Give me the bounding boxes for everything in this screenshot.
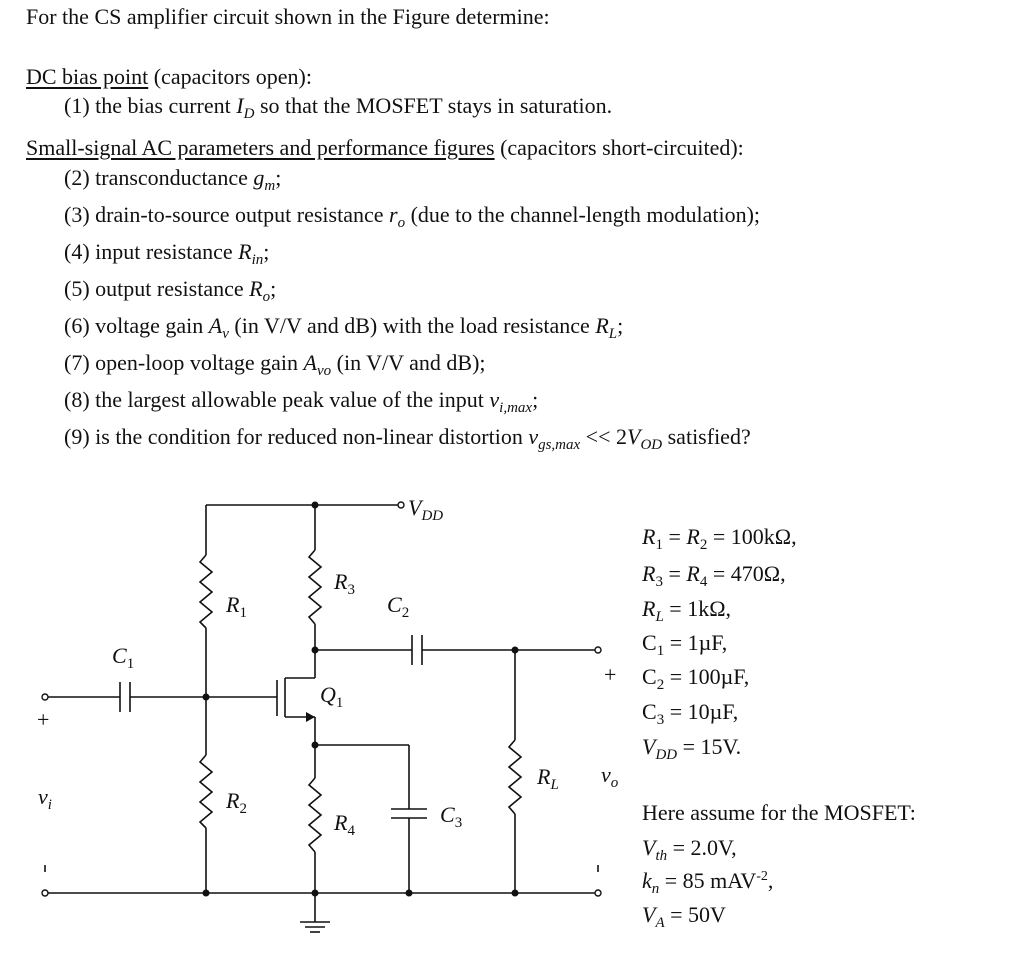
q1-text-end: so that the MOSFET stays in saturation.: [254, 93, 613, 118]
param-c1: $C_1 = 1\mu F$,: [642, 630, 728, 659]
q5-text: (5) output resistance: [64, 276, 250, 301]
q1-text: (1) the bias current: [64, 93, 237, 118]
ac-heading: Small-signal AC parameters and performance figures: [26, 135, 495, 160]
q9-subscript-2: OD: [640, 437, 663, 453]
q8-text: (8) the largest allowable peak value of the input: [64, 387, 490, 412]
junction-dot: [312, 647, 319, 654]
q5-subscript: o: [262, 289, 271, 305]
vo-terminal-minus: [595, 890, 601, 896]
label-r3: $R_3$: [334, 569, 355, 598]
param-vth: $V_{th} = 2.0V$,: [642, 835, 737, 864]
dc-heading-note: (capacitors open):: [148, 64, 312, 89]
junction-dot: [312, 890, 319, 897]
param-kn: $k_n = 85$ mAV$^{-2}$,: [642, 868, 774, 897]
q1-subscript: D: [243, 106, 255, 122]
q6-text-mid: (in V/V and dB) with the load resistance: [228, 313, 596, 338]
q9-text-end: satisfied?: [662, 424, 751, 449]
label-c2: $C_2$: [387, 592, 410, 621]
q4-text: (4) input resistance: [64, 239, 239, 264]
label-c1: $C_1$: [112, 643, 135, 672]
q3-text-end: (due to the channel-length modulation);: [405, 202, 761, 227]
q7-symbol: A: [303, 350, 317, 375]
q3-subscript: o: [397, 215, 406, 231]
param-c3: $C_3 = 10\mu F$,: [642, 699, 739, 728]
q8-symbol: v: [489, 387, 500, 412]
q6-text: (6) voltage gain: [64, 313, 209, 338]
q6-symbol: A: [208, 313, 223, 338]
label-vo: $v_o$: [601, 762, 619, 791]
resistor-r2: [200, 755, 212, 828]
label-vo-plus: +: [604, 662, 617, 687]
mosfet-arrow-icon: [306, 712, 315, 722]
resistor-r4: [309, 778, 321, 852]
q5-symbol: R: [249, 276, 263, 301]
q9-symbol: v: [528, 424, 539, 449]
junction-dot: [406, 890, 413, 897]
q7-text-end: (in V/V and dB);: [331, 350, 486, 375]
resistor-r3: [309, 550, 321, 624]
param-c2: $C_2 = 100\mu F$,: [642, 664, 750, 693]
vi-terminal-plus: [42, 694, 48, 700]
dc-heading: DC bias point: [26, 64, 149, 89]
param-r1-r2: $R_1 = R_2 = 100k\Omega$,: [642, 524, 797, 553]
label-vi: $v_i$: [38, 784, 52, 813]
q2-subscript: m: [264, 178, 276, 194]
label-r1: $R_1$: [226, 592, 247, 621]
param-rl: $R_L = 1k\Omega$,: [642, 596, 732, 625]
label-q1: $Q_1$: [320, 682, 344, 711]
param-va: $V_A = 50V$: [642, 902, 726, 931]
label-vdd: $V_{DD}$: [408, 495, 444, 524]
q2-text-end: ;: [275, 165, 282, 190]
q8-subscript: i,max: [499, 400, 533, 416]
mosfet-heading: Here assume for the MOSFET:: [642, 800, 916, 825]
junction-dot: [312, 742, 319, 749]
junction-dot: [203, 890, 210, 897]
resistor-rl: [509, 740, 521, 814]
q9-text: (9) is the condition for reduced non-linear distortion: [64, 424, 529, 449]
junction-dot: [203, 694, 210, 701]
q4-text-end: ;: [263, 239, 270, 264]
q1-symbol: I: [236, 93, 244, 118]
q4-symbol: R: [238, 239, 252, 264]
q5-text-end: ;: [270, 276, 277, 301]
q9-subscript: gs,max: [538, 437, 581, 453]
q6-symbol-2: R: [595, 313, 609, 338]
q9-text-mid: << 2: [580, 424, 627, 449]
q2-text: (2) transconductance: [64, 165, 254, 190]
vdd-terminal: [398, 502, 404, 508]
q7-subscript: vo: [316, 363, 332, 379]
ac-heading-note: (capacitors short-circuited):: [494, 135, 744, 160]
vi-terminal-minus: [42, 890, 48, 896]
q3-text: (3) drain-to-source output resistance: [64, 202, 389, 227]
resistor-r1: [200, 555, 212, 628]
q6-subscript: v: [222, 326, 229, 342]
intro-text: For the CS amplifier circuit shown in the Figure determine:: [26, 4, 550, 29]
junction-dot: [512, 647, 519, 654]
vo-terminal-plus: [595, 647, 601, 653]
label-c3: $C_3$: [440, 802, 463, 831]
q6-text-end: ;: [617, 313, 624, 338]
junction-dot: [512, 890, 519, 897]
q4-subscript: in: [251, 252, 264, 268]
q9-symbol-2: V: [627, 424, 641, 449]
label-r2: $R_2$: [226, 788, 247, 817]
q7-text: (7) open-loop voltage gain: [64, 350, 304, 375]
q3-symbol: r: [389, 202, 398, 227]
param-r3-r4: $R_3 = R_4 = 470\Omega$,: [642, 561, 786, 590]
junction-dot: [312, 502, 319, 509]
label-vi-plus: +: [37, 707, 50, 732]
q2-symbol: g: [253, 165, 265, 190]
q8-text-end: ;: [532, 387, 539, 412]
q6-subscript-2: L: [608, 326, 618, 342]
param-vdd: $V_{DD} = 15V$.: [642, 734, 742, 763]
label-r4: $R_4$: [334, 810, 355, 839]
label-rl: $R_L$: [537, 764, 559, 793]
